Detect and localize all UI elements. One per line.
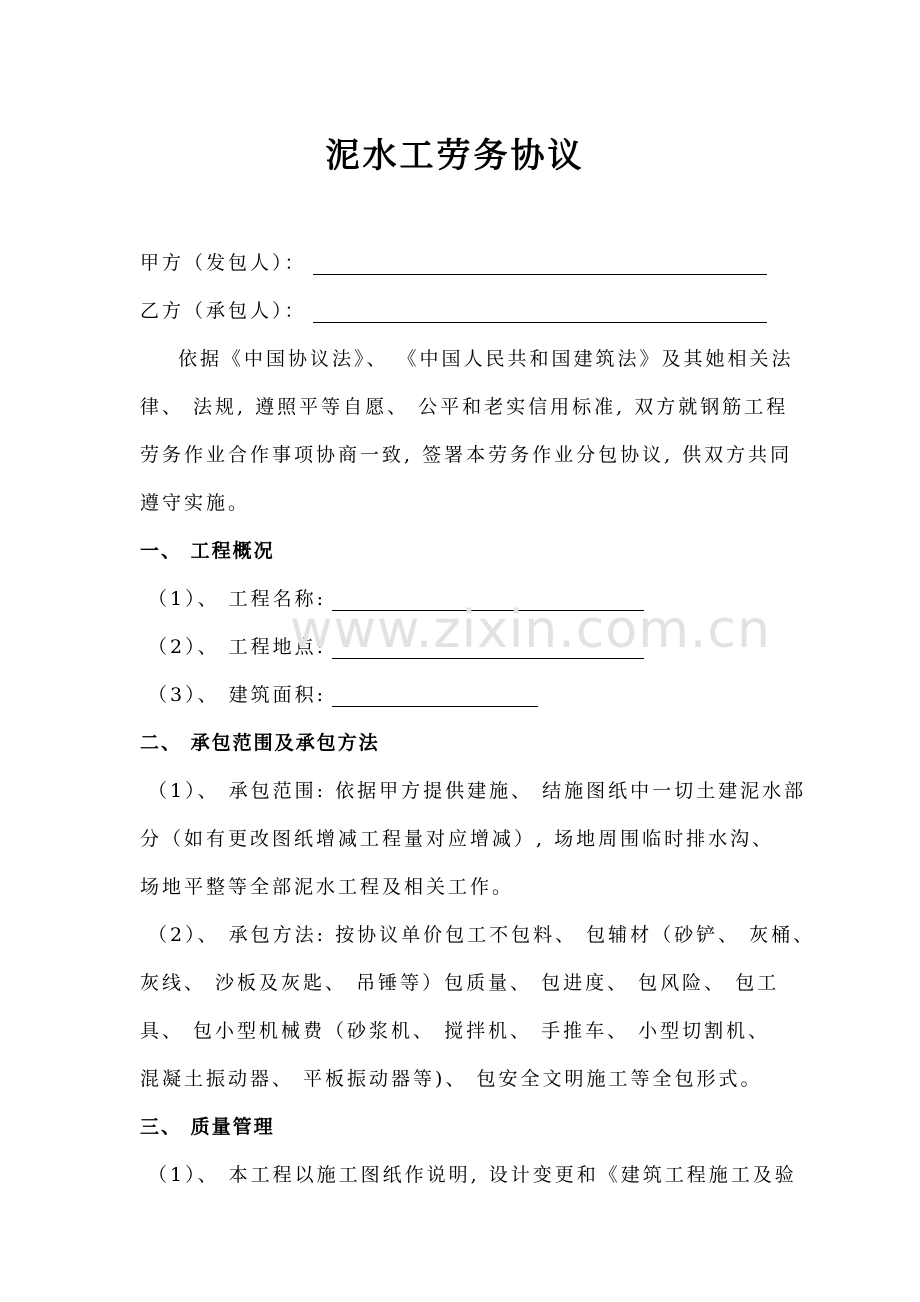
method-line-4: 混凝土振动器、 平板振动器等)、 包安全文明施工等全包形式。 (140, 1068, 763, 1090)
method-line-3: 具、 包小型机械费（砂浆机、 搅拌机、 手推车、 小型切割机、 (140, 1020, 771, 1042)
section-2-heading: 二、 承包范围及承包方法 (140, 732, 380, 754)
scope-line-3: 场地平整等全部泥水工程及相关工作。 (140, 876, 515, 898)
scope-line-1: （1）、 承包范围: 依据甲方提供建施、 结施图纸中一切土建泥水部 (148, 780, 807, 802)
building-area-label: （3）、 建筑面积: (148, 684, 327, 706)
project-name-label: （1）、 工程名称: (148, 588, 327, 610)
party-a-blank (313, 254, 767, 275)
scope-line-2: 分（如有更改图纸增减工程量对应增减）, 场地周围临时排水沟、 (140, 828, 775, 850)
method-line-2: 灰线、 沙板及灰匙、 吊锤等）包质量、 包进度、 包风险、 包工 (140, 972, 780, 994)
section-3-heading: 三、 质量管理 (140, 1116, 275, 1138)
document-title: 泥水工劳务协议 (325, 136, 585, 176)
party-a-label: 甲方（发包人）： (140, 252, 307, 274)
section-1-heading: 一、 工程概况 (140, 540, 275, 562)
intro-line-4: 遵守实施。 (140, 492, 251, 514)
intro-line-3: 劳务作业合作事项协商一致, 签署本劳务作业分包协议, 供双方共同 (140, 444, 793, 466)
party-b-label: 乙方（承包人）： (140, 300, 307, 322)
building-area-line (148, 680, 538, 707)
project-location-label: （2）、 工程地点: (148, 636, 327, 658)
intro-line-1: 依据《中国协议法》、 《中国人民共和国建筑法》及其她相关法 (178, 348, 794, 370)
party-b-line (140, 296, 767, 323)
party-a-line (140, 248, 767, 275)
quality-line-1: （1）、 本工程以施工图纸作说明, 设计变更和《建筑工程施工及验 (148, 1164, 797, 1186)
method-line-1: （2）、 承包方法: 按协议单价包工不包料、 包辅材（砂铲、 灰桶、 (148, 924, 816, 946)
intro-line-2: 律、 法规, 遵照平等自愿、 公平和老实信用标准, 双方就钢筋工程 (140, 396, 789, 418)
building-area-blank (332, 686, 538, 707)
party-b-blank (313, 302, 767, 323)
watermark-text: www.zixin.com.cn (290, 600, 771, 660)
